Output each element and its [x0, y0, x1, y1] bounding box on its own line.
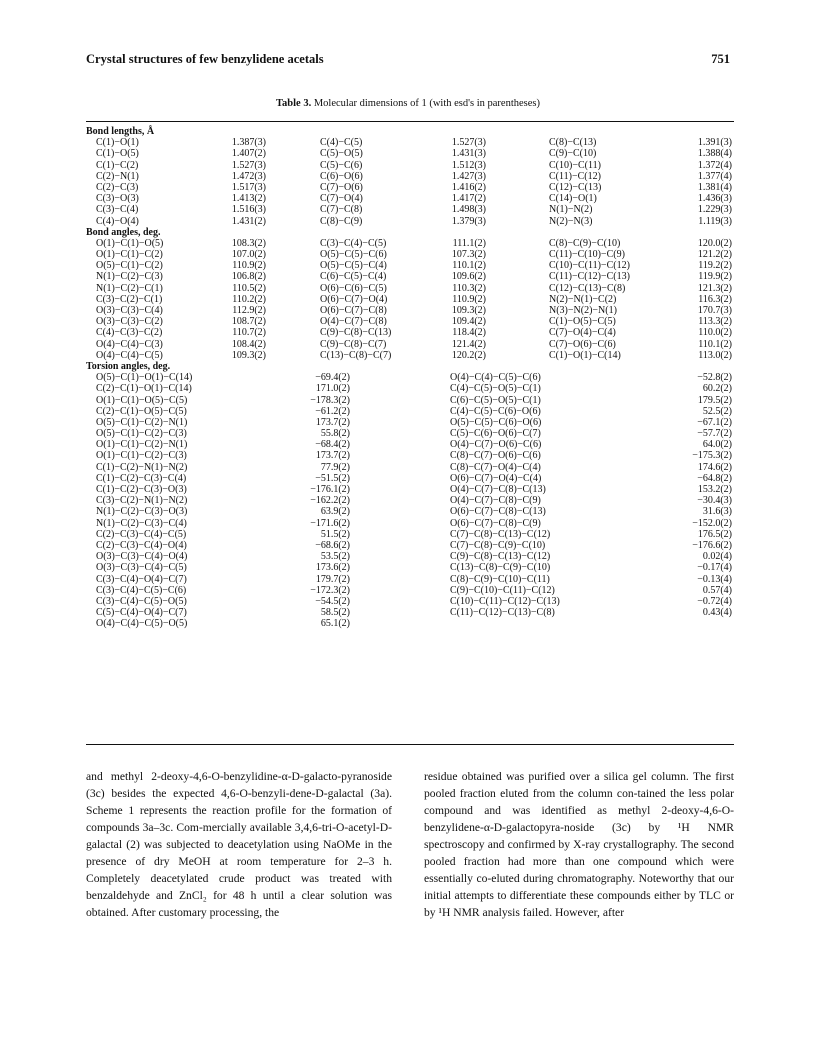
measured-value: 1.427(3) [451, 170, 486, 182]
measured-value: −176.1(2) [310, 484, 350, 495]
atom-label: C(14)−O(1) [549, 193, 597, 205]
atom-label: C(1)−C(2)−N(1)−N(2) [96, 461, 188, 473]
torsion-angles-heading: Torsion angles, deg. [86, 360, 171, 372]
table-row [86, 529, 734, 540]
atom-label: C(12)−C(13)−C(8) [549, 282, 626, 294]
measured-value: 171.0(2) [315, 383, 350, 395]
atom-label: C(10)−C(11) [549, 159, 601, 171]
table-row [86, 182, 734, 193]
table-row [86, 607, 734, 618]
table-row [86, 596, 734, 607]
measured-value: 108.3(2) [231, 237, 266, 249]
table-row [86, 238, 734, 249]
atom-label: C(3)−C(4)−C(5) [320, 237, 387, 249]
table-bottom-rule [86, 744, 734, 745]
measured-value: −52.8(2) [697, 372, 732, 384]
atom-label: C(11)−C(12)−C(13) [549, 271, 630, 283]
atom-label: N(3)−N(2)−N(1) [549, 305, 617, 316]
measured-value: 121.3(2) [697, 282, 732, 294]
atom-label: C(10)−C(11)−C(12)−C(13) [450, 595, 560, 607]
body-paragraph-left: and methyl 2-deoxy-4,6-O-benzylidine-α-D-galacto-pyranoside (3c) besides the expected 4,6-O-benzyli-dene-D-galactal (3a). Scheme 1 represents the reaction profile for the formation of compounds 3a–3c. Com-mercially available 3,4,6-tri-O-acetyl-D-galactal (2) was subjected to deacetylation using NaOMe in the presence of dry MeOH at room temperature for 2–3 h. Completely deacetylated crude product was treated with benzaldehyde and ZnCl₂ for 48 h until a clear solution was obtained. After customary processing, the [86, 770, 392, 919]
atom-label: N(1)−C(2)−C(1) [96, 282, 163, 294]
measured-value: 109.3(2) [231, 349, 266, 361]
measured-value: −57.7(2) [697, 428, 732, 440]
measured-value: 110.1(2) [698, 338, 732, 350]
atom-label: C(1)−C(2) [96, 159, 139, 171]
torsion-angles-rows [86, 372, 734, 629]
atom-label: C(4)−C(5) [320, 137, 363, 149]
table-row [86, 305, 734, 316]
measured-value: 109.4(2) [451, 316, 486, 328]
measured-value: −64.8(2) [697, 472, 732, 484]
measured-value: 1.119(3) [698, 215, 732, 227]
measured-value: 110.9(2) [452, 293, 486, 305]
measured-value: 65.1(2) [320, 618, 350, 630]
measured-value: 120.2(2) [451, 349, 486, 361]
table-row [86, 518, 734, 529]
atom-label: C(2)−C(1)−O(1)−C(14) [96, 383, 192, 395]
table-row [86, 618, 734, 629]
measured-value: −0.17(4) [697, 562, 732, 574]
table-row [86, 216, 734, 227]
atom-label: C(1)−O(1)−C(14) [549, 349, 621, 361]
measured-value: 170.7(3) [697, 305, 732, 316]
measured-value: 1.416(2) [451, 181, 486, 193]
atom-label: O(4)−C(4)−C(5)−C(6) [450, 372, 541, 384]
atom-label: O(6)−C(6)−C(5) [320, 282, 387, 294]
measured-value: 179.7(2) [315, 573, 350, 585]
atom-label: N(1)−C(2)−C(3)−C(4) [96, 517, 187, 529]
table-row [86, 204, 734, 215]
atom-label: N(1)−C(2)−C(3) [96, 271, 163, 283]
atom-label: O(1)−C(1)−O(5) [96, 237, 164, 249]
measured-value: 110.5(2) [232, 282, 266, 294]
table-row [86, 137, 734, 148]
atom-label: N(1)−C(2)−C(3)−O(3) [96, 506, 188, 518]
bond-angles-rows [86, 238, 734, 361]
atom-label: C(11)−C(12) [549, 170, 601, 182]
measured-value: 176.5(2) [697, 528, 732, 540]
atom-label: C(7)−C(8)−C(9)−C(10) [450, 539, 546, 551]
measured-value: 116.3(2) [698, 293, 732, 305]
table-caption [0, 98, 816, 109]
atom-label: O(3)−C(3)−C(4) [96, 305, 163, 316]
atom-label: C(2)−C(3)−C(4)−C(5) [96, 528, 187, 540]
measured-value: −176.6(2) [692, 539, 732, 551]
measured-value: 109.6(2) [451, 271, 486, 283]
atom-label: C(7)−O(4) [320, 193, 363, 205]
atom-label: C(5)−O(5) [320, 148, 363, 160]
table-row [86, 585, 734, 596]
atom-label: C(13)−C(8)−C(7) [320, 349, 392, 361]
atom-label: C(9)−C(10) [549, 148, 597, 160]
measured-value: 108.4(2) [231, 338, 266, 350]
measured-value: 110.9(2) [232, 260, 266, 272]
measured-value: 1.391(3) [697, 137, 732, 149]
atom-label: O(6)−C(7)−C(8)−C(9) [450, 517, 541, 529]
atom-label: C(3)−C(4)−O(4)−C(7) [96, 573, 187, 585]
measured-value: −68.6(2) [315, 539, 350, 551]
measured-value: 1.387(3) [231, 137, 266, 149]
table-row [86, 372, 734, 383]
measured-value: 107.0(2) [231, 249, 266, 261]
atom-label: C(11)−C(12)−C(13)−C(8) [450, 607, 555, 619]
atom-label: C(2)−C(1)−O(5)−C(5) [96, 405, 187, 417]
atom-label: O(3)−C(3)−C(2) [96, 316, 163, 328]
atom-label: C(10)−C(11)−C(12) [549, 260, 630, 272]
running-title: Crystal structures of few benzylidene acetals [86, 52, 324, 66]
atom-label: C(13)−C(8)−C(9)−C(10) [450, 562, 551, 574]
measured-value: −172.3(2) [310, 584, 350, 596]
atom-label: C(2)−C(3)−C(4)−O(4) [96, 539, 187, 551]
atom-label: C(2)−N(1) [96, 170, 139, 182]
atom-label: C(8)−C(9)−C(10) [549, 237, 621, 249]
table-row [86, 439, 734, 450]
measured-value: 1.472(3) [231, 170, 266, 182]
atom-label: O(6)−C(7)−C(8)−C(13) [450, 506, 546, 518]
measured-value: 119.9(2) [698, 271, 732, 283]
atom-label: C(6)−C(5)−C(4) [320, 271, 387, 283]
atom-label: C(5)−C(6)−O(6)−C(7) [450, 428, 541, 440]
atom-label: C(9)−C(8)−C(13) [320, 327, 392, 339]
atom-label: O(1)−C(1)−O(5)−C(5) [96, 394, 188, 406]
atom-label: C(7)−O(6)−C(6) [549, 338, 616, 350]
table-row [86, 462, 734, 473]
measured-value: 107.3(2) [451, 249, 486, 261]
atom-label: O(1)−C(1)−C(2)−N(1) [96, 439, 188, 451]
atom-label: C(3)−O(3) [96, 193, 139, 205]
atom-label: N(2)−N(3) [549, 215, 593, 227]
bond-lengths-rows [86, 137, 734, 227]
measured-value: 110.3(2) [452, 282, 486, 294]
table-row [86, 551, 734, 562]
table-row [86, 484, 734, 495]
measured-value: 1.498(3) [451, 204, 486, 216]
atom-label: O(6)−C(7)−O(4) [320, 293, 388, 305]
atom-label: C(7)−O(4)−C(4) [549, 327, 616, 339]
bond-angles-heading: Bond angles, deg. [86, 226, 161, 238]
bond-lengths-heading: Bond lengths, Å [86, 126, 155, 137]
measured-value: 1.377(4) [697, 170, 732, 182]
atom-label: C(12)−C(13) [549, 181, 602, 193]
table-row [86, 450, 734, 461]
measured-value: 173.6(2) [315, 562, 350, 574]
atom-label: C(3)−C(4) [96, 204, 139, 216]
measured-value: 63.9(2) [320, 506, 350, 518]
measured-value: 111.1(2) [452, 237, 486, 249]
measured-value: 58.5(2) [320, 607, 350, 619]
atom-label: C(3)−C(2)−C(1) [96, 293, 163, 305]
measured-value: 52.5(2) [702, 405, 732, 417]
atom-label: O(4)−C(7)−C(8) [320, 316, 387, 328]
measured-value: 31.6(3) [702, 506, 732, 518]
table-row [86, 495, 734, 506]
atom-label: C(3)−C(4)−C(5)−O(5) [96, 595, 187, 607]
measured-value: 64.0(2) [702, 439, 732, 451]
measured-value: 173.7(2) [315, 450, 350, 462]
measured-value: 112.9(2) [232, 305, 266, 316]
measured-value: 1.436(3) [697, 193, 732, 205]
measured-value: 1.229(3) [697, 204, 732, 216]
measured-value: 108.7(2) [231, 316, 266, 328]
atom-label: C(1)−O(5)−C(5) [549, 316, 616, 328]
atom-label: O(5)−C(1)−O(1)−C(14) [96, 372, 193, 384]
table-row [86, 294, 734, 305]
measured-value: 1.388(4) [697, 148, 732, 160]
measured-value: −171.6(2) [310, 517, 350, 529]
atom-label: N(1)−N(2) [549, 204, 593, 216]
measured-value: 1.512(3) [451, 159, 486, 171]
atom-label: O(5)−C(1)−C(2)−N(1) [96, 416, 188, 428]
table-top-rule [86, 121, 734, 122]
table-row [86, 148, 734, 159]
table-row [86, 383, 734, 394]
measured-value: 120.0(2) [697, 237, 732, 249]
atom-label: C(4)−C(5)−O(5)−C(1) [450, 383, 541, 395]
atom-label: O(6)−C(7)−C(8) [320, 305, 387, 316]
measured-value: −61.2(2) [315, 405, 350, 417]
atom-label: C(8)−C(9) [320, 215, 363, 227]
measured-value: 77.9(2) [320, 461, 350, 473]
page-number: 751 [711, 52, 730, 66]
body-text-right-column [424, 768, 734, 921]
atom-label: N(2)−N(1)−C(2) [549, 293, 617, 305]
table-row [86, 350, 734, 361]
atom-label: C(6)−C(5)−O(5)−C(1) [450, 394, 541, 406]
atom-label: C(5)−C(4)−O(4)−C(7) [96, 607, 187, 619]
atom-label: O(6)−C(7)−O(4)−C(4) [450, 472, 542, 484]
atom-label: O(5)−C(5)−C(4) [320, 260, 387, 272]
measured-value: 179.5(2) [697, 394, 732, 406]
measured-value: 173.7(2) [315, 416, 350, 428]
atom-label: C(3)−C(2)−N(1)−N(2) [96, 495, 188, 507]
table-row [86, 339, 734, 350]
measured-value: 0.02(4) [702, 551, 732, 563]
atom-label: O(4)−C(7)−C(8)−C(13) [450, 484, 546, 495]
atom-label: O(5)−C(1)−C(2) [96, 260, 163, 272]
measured-value: 0.43(4) [702, 607, 732, 619]
measured-value: 118.4(2) [452, 327, 486, 339]
atom-label: C(1)−O(5) [96, 148, 139, 160]
atom-label: O(3)−C(3)−C(4)−O(4) [96, 551, 188, 563]
table-row [86, 171, 734, 182]
measured-value: −68.4(2) [315, 439, 350, 451]
table-caption-text: Molecular dimensions of 1 (with esd's in parentheses) [313, 98, 540, 109]
measured-value: 1.381(4) [697, 181, 732, 193]
atom-label: C(8)−C(7)−O(6)−C(6) [450, 450, 541, 462]
atom-label: C(8)−C(13) [549, 137, 597, 149]
table-row [86, 473, 734, 484]
measured-value: 1.527(3) [451, 137, 486, 149]
measured-value: 153.2(2) [697, 484, 732, 495]
atom-label: C(4)−C(5)−C(6)−O(6) [450, 405, 541, 417]
atom-label: C(5)−C(6) [320, 159, 363, 171]
atom-label: C(9)−C(8)−C(7) [320, 338, 387, 350]
body-paragraph-right: residue obtained was purified over a silica gel column. The first pooled fraction eluted from the column con-tained the less polar compound and was identified as methyl 2-deoxy-4,6-O-benzylidene-α-D-galactopyra-noside (3c) by ¹H NMR spectroscopy and confirmed by X-ray crystallography. The second pooled fraction had more than one compound which were essentially co-eluted during chromatography. Noteworthy that our initial attempts to differentiate these compounds either by TLC or by ¹H NMR analysis failed. However, after [424, 770, 734, 919]
table-caption-label: Table 3. [276, 98, 312, 109]
measured-value: 121.2(2) [697, 249, 732, 261]
table-row [86, 249, 734, 260]
atom-label: C(1)−O(1) [96, 137, 139, 149]
measured-value: 106.8(2) [231, 271, 266, 283]
table-row [86, 417, 734, 428]
table-row [86, 506, 734, 517]
measured-value: −51.5(2) [315, 472, 350, 484]
measured-value: 110.0(2) [698, 327, 732, 339]
table-row [86, 574, 734, 585]
atom-label: C(8)−C(9)−C(10)−C(11) [450, 573, 550, 585]
measured-value: 1.413(2) [231, 193, 266, 205]
atom-label: C(1)−C(2)−C(3)−C(4) [96, 472, 187, 484]
atom-label: C(4)−C(3)−C(2) [96, 327, 163, 339]
atom-label: O(4)−C(4)−C(3) [96, 338, 163, 350]
measured-value: 53.5(2) [320, 551, 350, 563]
measured-value: −0.13(4) [697, 573, 732, 585]
table-row [86, 316, 734, 327]
measured-value: 1.417(2) [451, 193, 486, 205]
measured-value: 121.4(2) [451, 338, 486, 350]
atom-label: O(4)−C(4)−C(5)−O(5) [96, 618, 188, 630]
measured-value: 1.379(3) [451, 215, 486, 227]
table-row [86, 160, 734, 171]
measured-value: 1.431(3) [451, 148, 486, 160]
measured-value: 1.431(2) [231, 215, 266, 227]
table-row [86, 260, 734, 271]
atom-label: C(6)−O(6) [320, 170, 363, 182]
atom-label: C(3)−C(4)−C(5)−C(6) [96, 584, 187, 596]
measured-value: 1.517(3) [231, 181, 266, 193]
atom-label: C(9)−C(8)−C(13)−C(12) [450, 551, 551, 563]
measured-value: −178.3(2) [310, 394, 350, 406]
atom-label: C(1)−C(2)−C(3)−O(3) [96, 484, 187, 495]
measured-value: 109.3(2) [451, 305, 486, 316]
atom-label: C(7)−O(6) [320, 181, 363, 193]
atom-label: O(5)−C(5)−C(6)−O(6) [450, 416, 542, 428]
measured-value: −0.72(4) [697, 595, 732, 607]
measured-value: −67.1(2) [697, 416, 732, 428]
measured-value: 119.2(2) [698, 260, 732, 272]
measured-value: 1.372(4) [697, 159, 732, 171]
table-row [86, 562, 734, 573]
measured-value: −54.5(2) [315, 595, 350, 607]
measured-value: 113.0(2) [698, 349, 732, 361]
measured-value: −175.3(2) [692, 450, 732, 462]
table-row [86, 193, 734, 204]
atom-label: O(4)−C(4)−C(5) [96, 349, 163, 361]
measured-value: 1.516(3) [231, 204, 266, 216]
atom-label: O(5)−C(5)−C(6) [320, 249, 387, 261]
atom-label: C(9)−C(10)−C(11)−C(12) [450, 584, 555, 596]
table-row [86, 395, 734, 406]
atom-label: O(4)−C(7)−C(8)−C(9) [450, 495, 541, 507]
atom-label: C(8)−C(7)−O(4)−C(4) [450, 461, 541, 473]
table-row [86, 271, 734, 282]
table-row [86, 428, 734, 439]
atom-label: O(3)−C(3)−C(4)−C(5) [96, 562, 187, 574]
atom-label: O(1)−C(1)−C(2)−C(3) [96, 450, 187, 462]
measured-value: 1.407(2) [231, 148, 266, 160]
table-row [86, 406, 734, 417]
measured-value: 55.8(2) [320, 428, 350, 440]
measured-value: −162.2(2) [310, 495, 350, 507]
atom-label: C(7)−C(8) [320, 204, 363, 216]
measured-value: 110.7(2) [232, 327, 266, 339]
measured-value: −30.4(3) [697, 495, 732, 507]
measured-value: 110.2(2) [232, 293, 266, 305]
measured-value: 51.5(2) [320, 528, 350, 540]
molecular-dimensions-table [86, 126, 734, 629]
measured-value: 60.2(2) [702, 383, 732, 395]
measured-value: −69.4(2) [315, 372, 350, 384]
body-text-left-column [86, 768, 392, 921]
atom-label: C(4)−O(4) [96, 215, 139, 227]
table-row [86, 327, 734, 338]
measured-value: 113.3(2) [698, 316, 732, 328]
atom-label: C(7)−C(8)−C(13)−C(12) [450, 528, 551, 540]
measured-value: 0.57(4) [702, 584, 732, 596]
measured-value: 1.527(3) [231, 159, 266, 171]
measured-value: −152.0(2) [692, 517, 732, 529]
atom-label: C(2)−C(3) [96, 181, 139, 193]
atom-label: O(1)−C(1)−C(2) [96, 249, 163, 261]
measured-value: 110.1(2) [452, 260, 486, 272]
atom-label: O(4)−C(7)−O(6)−C(6) [450, 439, 542, 451]
measured-value: 174.6(2) [697, 461, 732, 473]
atom-label: O(5)−C(1)−C(2)−C(3) [96, 428, 187, 440]
table-row [86, 540, 734, 551]
atom-label: C(11)−C(10)−C(9) [549, 249, 625, 261]
table-row [86, 283, 734, 294]
